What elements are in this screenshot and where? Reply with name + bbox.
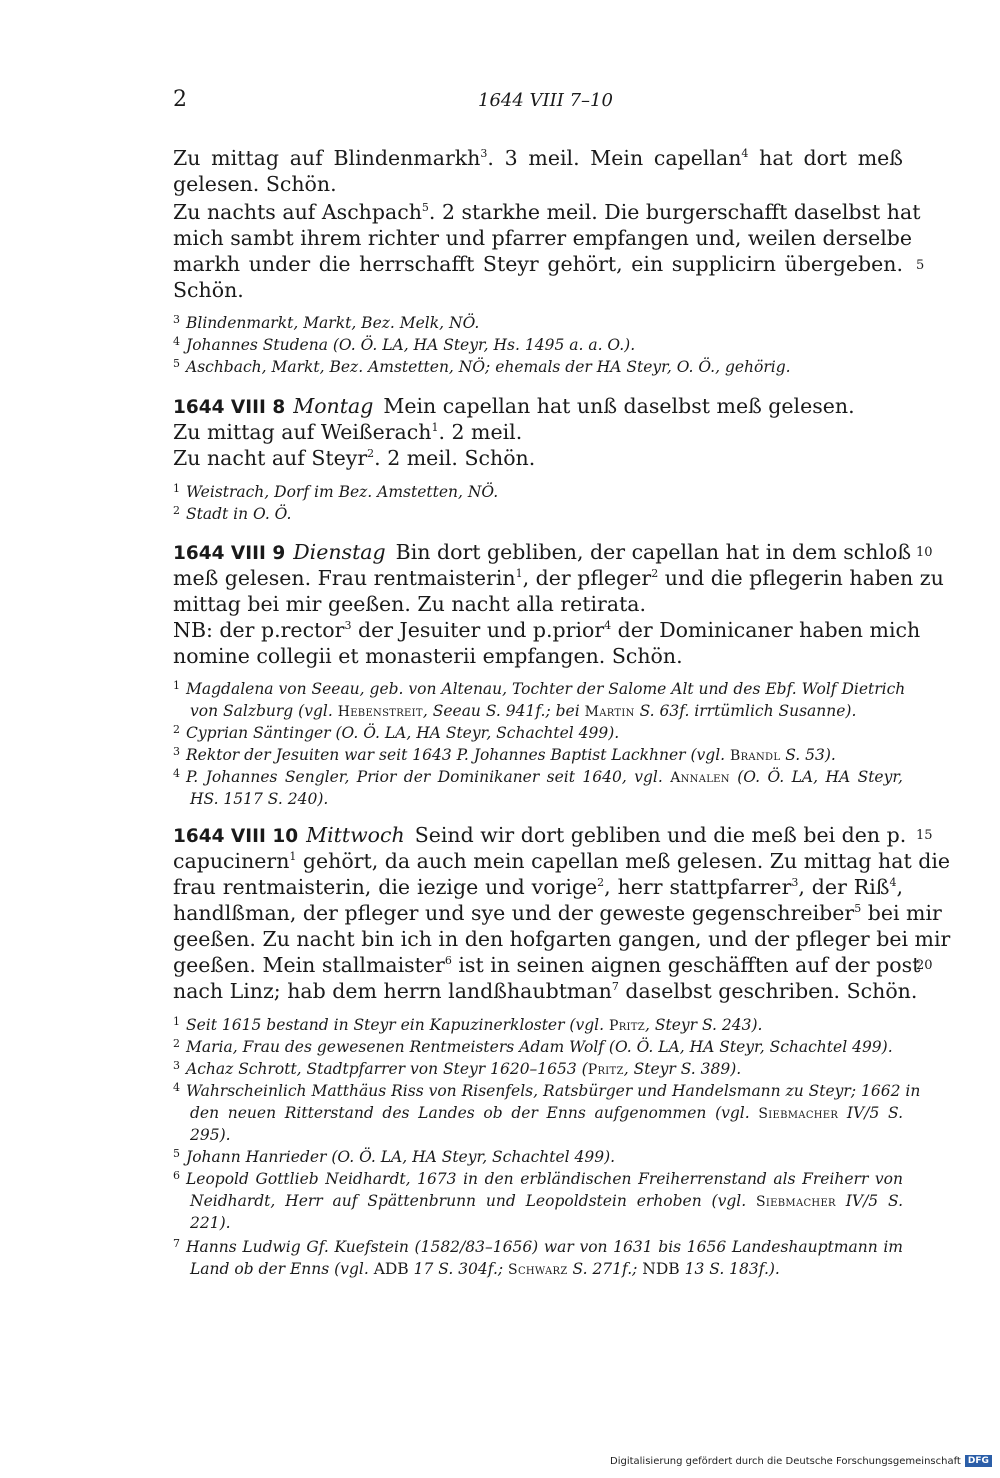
- text-line: nach Linz; hab dem herrn landßhaubtman$^7$ daselbst geschriben. Schön.: [173, 979, 918, 1003]
- text-line: handlßman, der pfleger und sye und der geweste gegenschreiber$^5$ bei mir: [173, 901, 942, 925]
- text-line: mittag bei mir geeßen. Zu nacht alla retirata.: [173, 592, 647, 616]
- text-line: gelesen. Schön.: [173, 172, 337, 196]
- text-line: meß gelesen. Frau rentmaisterin$^1$, der pfleger$^2$ und die pflegerin haben zu: [173, 566, 944, 590]
- diary-entry-heading: 1644 VIII 10 Mittwoch Seind wir dort gebliben und die meß bei den p.: [173, 823, 907, 847]
- text-line: geeßen. Mein stallmaister$^6$ ist in seinen aignen geschäfften auf der post: [173, 953, 921, 977]
- footnote: $^7$ Hanns Ludwig Gf. Kuefstein (1582/83–1656) war von 1631 bis 1656 Landeshauptmann im: [173, 1237, 903, 1256]
- footnote-continuation: Land ob der Enns (vgl. ADB 17 S. 304f.; Schwarz S. 271f.; NDB 13 S. 183f.).: [190, 1260, 780, 1278]
- text-line: Zu nacht auf Steyr$^2$. 2 meil. Schön.: [173, 446, 536, 470]
- footnote-continuation: HS. 1517 S. 240).: [190, 790, 329, 808]
- text-line: mich sambt ihrem richter und pfarrer empfangen und, weilen derselbe: [173, 226, 913, 250]
- footnote: $^6$ Leopold Gottlieb Neidhardt, 1673 in den erbländischen Freiherrenstand als Freiherr von: [173, 1169, 903, 1188]
- text-line: frau rentmaisterin, die iezige und vorige$^2$, herr stattpfarrer$^3$, der Riß$^4$,: [173, 875, 904, 899]
- footnote-continuation: von Salzburg (vgl. Hebenstreit, Seeau S. 941f.; bei Martin S. 63f. irrtümlich Susanne).: [190, 702, 857, 720]
- line-number: 5: [916, 258, 925, 273]
- diary-entry-heading: 1644 VIII 8 Montag Mein capellan hat unß daselbst meß gelesen.: [173, 394, 855, 418]
- footnote: $^4$ P. Johannes Sengler, Prior der Dominikaner seit 1640, vgl. Annalen (O. Ö. LA, HA Steyr,: [173, 767, 903, 786]
- text-line: geeßen. Zu nacht bin ich in den hofgarten gangen, und der pfleger bei mir: [173, 927, 951, 951]
- text-line: capucinern$^1$ gehört, da auch mein capellan meß gelesen. Zu mittag hat die: [173, 849, 951, 873]
- footnote: $^3$ Rektor der Jesuiten war seit 1643 P. Johannes Baptist Lackhner (vgl. Brandl S. 53).: [173, 745, 836, 764]
- footnote: $^3$ Achaz Schrott, Stadtpfarrer von Steyr 1620–1653 (Pritz, Steyr S. 389).: [173, 1059, 742, 1078]
- digitization-credit: Digitalisierung gefördert durch die Deutsche Forschungsgemeinschaft DFG: [610, 1455, 992, 1467]
- diary-entry-heading: 1644 VIII 9 Dienstag Bin dort gebliben, der capellan hat in dem schloß: [173, 540, 912, 564]
- text-line: Schön.: [173, 278, 244, 302]
- footnote: $^2$ Cyprian Säntinger (O. Ö. LA, HA Steyr, Schachtel 499).: [173, 723, 620, 742]
- line-number: 20: [916, 958, 933, 973]
- text-line: Zu nachts auf Aschpach$^5$. 2 starkhe meil. Die burgerschafft daselbst hat: [173, 200, 921, 224]
- text-line: Zu mittag auf Weißerach$^1$. 2 meil.: [173, 420, 523, 444]
- text-line: Zu mittag auf Blindenmarkh$^3$. 3 meil. Mein capellan$^4$ hat dort meß: [173, 146, 904, 170]
- line-number: 10: [916, 545, 933, 560]
- footnote: $^4$ Johannes Studena (O. Ö. LA, HA Steyr, Hs. 1495 a. a. O.).: [173, 335, 636, 354]
- footnote: $^2$ Maria, Frau des gewesenen Rentmeisters Adam Wolf (O. Ö. LA, HA Steyr, Schachtel 499).: [173, 1037, 893, 1056]
- text-line: markh under die herrschafft Steyr gehört, ein supplicirn übergeben.: [173, 252, 903, 276]
- footnote: $^1$ Weistrach, Dorf im Bez. Amstetten, NÖ.: [173, 482, 499, 501]
- footnote: $^3$ Blindenmarkt, Markt, Bez. Melk, NÖ.: [173, 313, 480, 332]
- footnote: $^5$ Aschbach, Markt, Bez. Amstetten, NÖ; ehemals der HA Steyr, O. Ö., gehörig.: [173, 357, 791, 376]
- footnote-continuation: 295).: [190, 1126, 231, 1144]
- footnote: $^1$ Seit 1615 bestand in Steyr ein Kapuzinerkloster (vgl. Pritz, Steyr S. 243).: [173, 1015, 763, 1034]
- dfg-logo: DFG: [965, 1455, 992, 1467]
- text-line: NB: der p.rector$^3$ der Jesuiter und p.prior$^4$ der Dominicaner haben mich: [173, 618, 921, 642]
- line-number: 15: [916, 828, 933, 843]
- footnote-continuation: Neidhardt, Herr auf Spättenbrunn und Leopoldstein erhoben (vgl. Siebmacher IV/5 S.: [190, 1192, 903, 1210]
- running-head: 1644 VIII 7–10: [478, 90, 613, 111]
- page-number: 2: [173, 87, 187, 112]
- text-line: nomine collegii et monasterii empfangen. Schön.: [173, 644, 683, 668]
- footnote: $^2$ Stadt in O. Ö.: [173, 504, 292, 523]
- footnote-continuation: 221).: [190, 1214, 231, 1232]
- footnote: $^1$ Magdalena von Seeau, geb. von Altenau, Tochter der Salome Alt und des Ebf. Wolf Dietrich: [173, 679, 906, 698]
- footnote-continuation: den neuen Ritterstand des Landes ob der Enns aufgenommen (vgl. Siebmacher IV/5 S.: [190, 1104, 903, 1122]
- footnote: $^5$ Johann Hanrieder (O. Ö. LA, HA Steyr, Schachtel 499).: [173, 1147, 616, 1166]
- footnote: $^4$ Wahrscheinlich Matthäus Riss von Risenfels, Ratsbürger und Handelsmann zu Steyr; 1662 in: [173, 1081, 921, 1100]
